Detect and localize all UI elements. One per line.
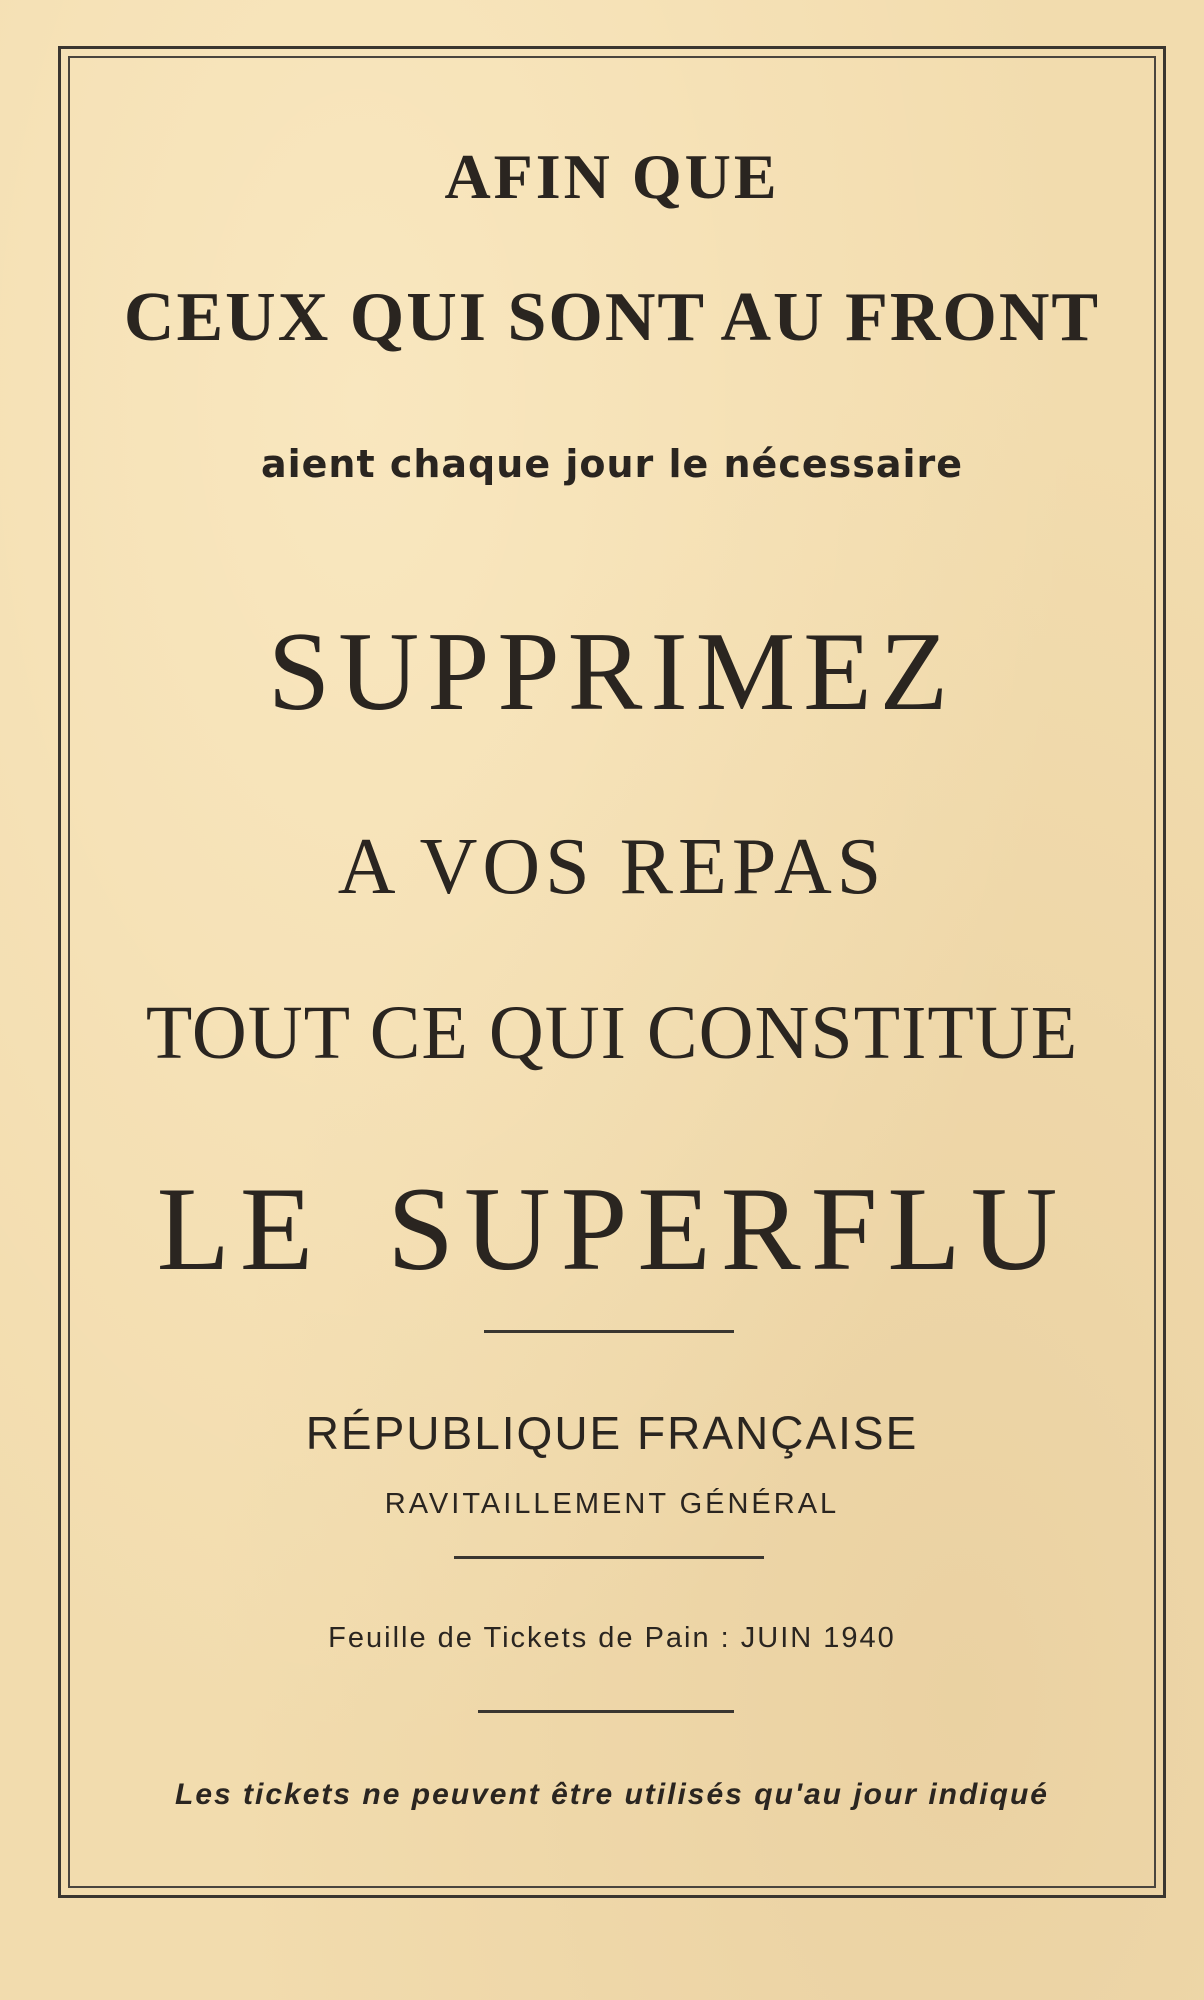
sheet-label: Feuille de Tickets de Pain : JUIN 1940 [328, 1622, 896, 1654]
heading-afin-que: AFIN QUE [444, 141, 780, 212]
headline-repas: A VOS REPAS [337, 823, 887, 911]
heading-front: CEUX QUI SONT AU FRONT [123, 279, 1101, 356]
issuer-title: RÉPUBLIQUE FRANÇAISE [305, 1407, 919, 1459]
divider-rule [484, 1330, 734, 1333]
usage-notice: Les tickets ne peuvent être utilisés qu'au jour indiqué [175, 1778, 1049, 1811]
department-title: RAVITAILLEMENT GÉNÉRAL [384, 1488, 840, 1520]
subheading-necessaire: aient chaque jour le nécessaire [260, 442, 964, 486]
divider-rule [454, 1556, 764, 1559]
divider-rule [478, 1710, 734, 1713]
headline-supprimez: SUPPRIMEZ [267, 610, 957, 734]
headline-constitue: TOUT CE QUI CONSTITUE [145, 991, 1079, 1075]
headline-superflu: LE SUPERFLU [156, 1162, 1068, 1295]
